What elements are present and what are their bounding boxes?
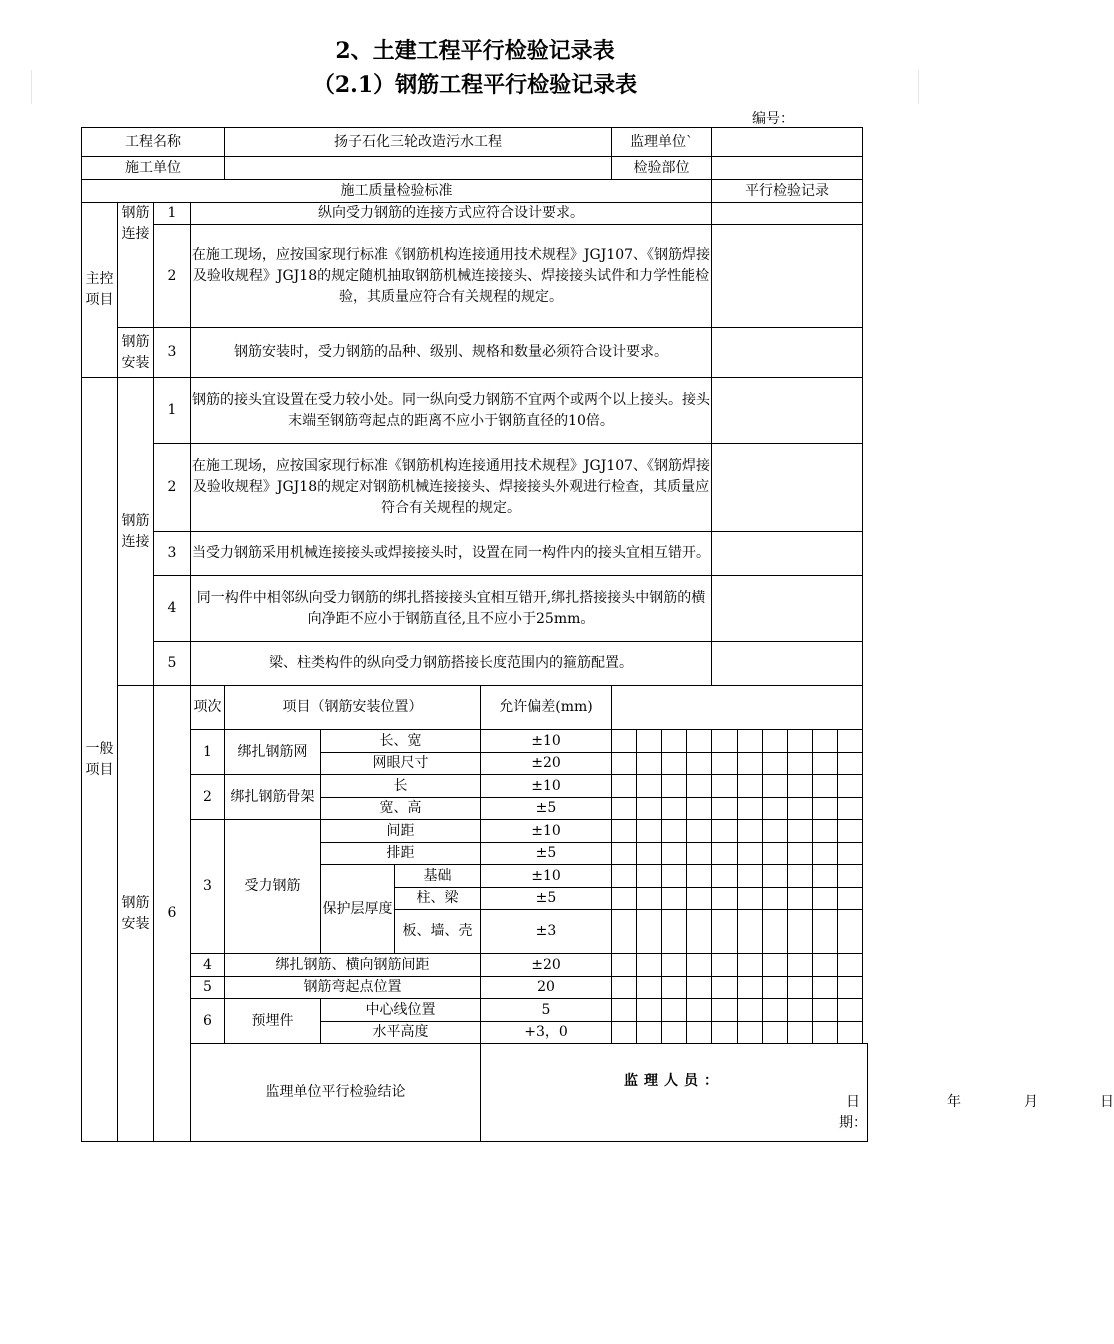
year-label: 年 [947, 1094, 961, 1110]
measure-cell[interactable] [637, 954, 662, 977]
tolerance-subitem: 宽、高 [321, 798, 481, 820]
measure-cell[interactable] [738, 843, 763, 865]
general-item-no: 3 [154, 532, 191, 576]
measure-cell[interactable] [612, 820, 637, 843]
measure-cell[interactable] [738, 977, 763, 999]
day-label: 日 [1100, 1094, 1114, 1110]
measure-cell[interactable] [813, 798, 838, 820]
measure-cell[interactable] [763, 753, 788, 775]
measure-cell[interactable] [738, 730, 763, 753]
measure-cell[interactable] [662, 910, 687, 954]
measure-cell[interactable] [662, 977, 687, 999]
tolerance-subitem: 长、宽 [321, 730, 481, 753]
measure-cell[interactable] [738, 775, 763, 798]
general-items-label: 一般项目 [82, 378, 118, 1142]
measure-cell[interactable] [763, 865, 788, 888]
measure-cell[interactable] [662, 888, 687, 910]
measure-cell[interactable] [637, 775, 662, 798]
measure-cell[interactable] [813, 977, 838, 999]
record-cell[interactable] [712, 225, 863, 328]
measure-cell[interactable] [838, 753, 863, 775]
main-connection-label: 钢筋连接 [118, 203, 154, 328]
record-cell[interactable] [712, 532, 863, 576]
date-label: 日期： [839, 1094, 867, 1131]
tolerance-group-name: 钢筋弯起点位置 [225, 977, 481, 999]
measure-cell[interactable] [738, 865, 763, 888]
tolerance-value: ±5 [481, 798, 612, 820]
measure-cell[interactable] [788, 775, 813, 798]
record-cell[interactable] [712, 203, 863, 225]
measure-cell[interactable] [788, 910, 813, 954]
general-install-label: 钢筋安装 [118, 686, 154, 1142]
measure-cell[interactable] [813, 775, 838, 798]
measure-cell[interactable] [637, 888, 662, 910]
measure-cell[interactable] [687, 865, 712, 888]
tolerance-group-name: 受力钢筋 [225, 820, 321, 954]
record-cell[interactable] [712, 576, 863, 642]
measure-cell[interactable] [838, 888, 863, 910]
supervisor-unit-label: 监理单位` [612, 128, 712, 157]
tolerance-subitem: 基础 [395, 865, 481, 888]
measure-cell[interactable] [712, 865, 738, 888]
measure-cell[interactable] [838, 910, 863, 954]
measure-cell[interactable] [838, 954, 863, 977]
document-subtitle: （2.1）钢筋工程平行检验记录表 [312, 72, 638, 98]
general-item-text: 钢筋的接头宜设置在受力较小处。同一纵向受力钢筋不宜两个或两个以上接头。接头末端至钢筋弯起点的距离不应小于钢筋直径的10倍。 [191, 378, 712, 444]
measure-cell[interactable] [612, 910, 637, 954]
measure-cell[interactable] [763, 775, 788, 798]
measure-cell[interactable] [813, 1022, 838, 1044]
project-name-label: 工程名称 [82, 128, 225, 157]
measure-cell[interactable] [838, 730, 863, 753]
measure-cell[interactable] [738, 753, 763, 775]
measure-cell[interactable] [813, 730, 838, 753]
record-cell[interactable] [712, 444, 863, 532]
measure-cell[interactable] [687, 730, 712, 753]
measure-cell[interactable] [612, 999, 637, 1022]
general-item-text: 梁、柱类构件的纵向受力钢筋搭接长度范围内的箍筋配置。 [191, 642, 712, 686]
measure-cell[interactable] [712, 910, 738, 954]
record-cell[interactable] [712, 328, 863, 378]
tolerance-group-name: 绑扎钢筋网 [225, 730, 321, 775]
tolerance-value: ±10 [481, 865, 612, 888]
measure-cell[interactable] [637, 820, 662, 843]
tolerance-subitem: 间距 [321, 820, 481, 843]
tolerance-subitem: 柱、梁 [395, 888, 481, 910]
measure-cell[interactable] [687, 775, 712, 798]
measure-cell[interactable] [738, 888, 763, 910]
measure-cell[interactable] [612, 798, 637, 820]
inspection-record-table [81, 127, 1114, 1142]
measure-cell[interactable] [788, 843, 813, 865]
main-item-no: 1 [154, 203, 191, 225]
constructor-unit-label: 施工单位 [82, 157, 225, 180]
measure-cell[interactable] [662, 753, 687, 775]
tolerance-group-name: 绑扎钢筋骨架 [225, 775, 321, 820]
measure-cell[interactable] [813, 999, 838, 1022]
measure-cell[interactable] [712, 888, 738, 910]
measure-cell[interactable] [687, 910, 712, 954]
measure-cell[interactable] [738, 910, 763, 954]
measure-cell[interactable] [838, 843, 863, 865]
measure-cell[interactable] [838, 820, 863, 843]
measure-cell[interactable] [788, 1022, 813, 1044]
measure-cell[interactable] [612, 775, 637, 798]
tolerance-subitem: 中心线位置 [321, 999, 481, 1022]
record-cell[interactable] [712, 378, 863, 444]
tolerance-value: ±3 [481, 910, 612, 954]
measure-cell[interactable] [838, 775, 863, 798]
date-line [481, 1092, 1114, 1131]
project-name-value: 扬子石化三轮改造污水工程 [225, 128, 612, 157]
tolerance-group-name: 预埋件 [225, 999, 321, 1044]
measure-cell[interactable] [813, 954, 838, 977]
tolerance-seq: 4 [191, 954, 225, 977]
measure-cell[interactable] [838, 798, 863, 820]
measure-cell[interactable] [788, 753, 813, 775]
measure-cell[interactable] [763, 730, 788, 753]
tolerance-value: ±10 [481, 820, 612, 843]
main-item-text: 钢筋安装时，受力钢筋的品种、级别、规格和数量必须符合设计要求。 [191, 328, 712, 378]
measure-cell[interactable] [813, 753, 838, 775]
tolerance-value: 5 [481, 999, 612, 1022]
measure-cell[interactable] [687, 977, 712, 999]
measure-cell[interactable] [687, 888, 712, 910]
measure-cell[interactable] [612, 843, 637, 865]
measure-cell[interactable] [637, 798, 662, 820]
quality-standard-header: 施工质量检验标准 [82, 180, 712, 203]
measure-cell[interactable] [712, 753, 738, 775]
general-item-no: 5 [154, 642, 191, 686]
tolerance-seq: 6 [191, 999, 225, 1044]
measure-cell[interactable] [612, 753, 637, 775]
measure-cell[interactable] [763, 798, 788, 820]
measure-cell[interactable] [712, 843, 738, 865]
measure-cell[interactable] [687, 820, 712, 843]
general-item-text: 同一构件中相邻纵向受力钢筋的绑扎搭接接头宜相互错开,绑扎搭接接头中钢筋的横向净距不应小于钢筋直径,且不应小于25mm。 [191, 576, 712, 642]
measure-cell[interactable] [763, 977, 788, 999]
measure-cell[interactable] [738, 999, 763, 1022]
measure-cell[interactable] [838, 865, 863, 888]
measure-cell[interactable] [788, 820, 813, 843]
measure-cell[interactable] [712, 820, 738, 843]
measure-cell[interactable] [612, 865, 637, 888]
tolerance-value: ±5 [481, 888, 612, 910]
measure-cell[interactable] [662, 820, 687, 843]
measure-cell[interactable] [763, 954, 788, 977]
tolerance-subitem: 排距 [321, 843, 481, 865]
tolerance-value: ±10 [481, 775, 612, 798]
inspection-position-label: 检验部位 [612, 157, 712, 180]
measure-cell[interactable] [788, 888, 813, 910]
general-connection-label: 钢筋连接 [118, 378, 154, 686]
general-item-no: 1 [154, 378, 191, 444]
measure-cell[interactable] [738, 1022, 763, 1044]
tolerance-seq: 1 [191, 730, 225, 775]
measure-cell[interactable] [612, 730, 637, 753]
measure-cell[interactable] [738, 820, 763, 843]
measure-cell[interactable] [813, 820, 838, 843]
cover-thickness-label: 保护层厚度 [321, 865, 395, 954]
measure-cell[interactable] [687, 843, 712, 865]
measure-cell[interactable] [662, 775, 687, 798]
main-control-label: 主控项目 [82, 203, 118, 378]
measure-cell[interactable] [813, 910, 838, 954]
measure-cell[interactable] [637, 910, 662, 954]
tolerance-seq-header: 项次 [191, 686, 225, 730]
document-title: 2、土建工程平行检验记录表 [335, 38, 615, 64]
tolerance-seq: 3 [191, 820, 225, 954]
measure-cell[interactable] [612, 977, 637, 999]
measure-cell[interactable] [712, 1022, 738, 1044]
main-install-label: 钢筋安装 [118, 328, 154, 378]
tolerance-seq: 2 [191, 775, 225, 820]
supervisor-unit-value[interactable] [712, 128, 863, 157]
tolerance-group-name: 绑扎钢筋、横向钢筋间距 [225, 954, 481, 977]
tolerance-value: ±20 [481, 753, 612, 775]
tolerance-value: +3，0 [481, 1022, 612, 1044]
general-item-no: 4 [154, 576, 191, 642]
measure-cell[interactable] [687, 999, 712, 1022]
general-item-no: 6 [154, 686, 191, 1142]
measure-cell[interactable] [637, 730, 662, 753]
conclusion-area[interactable] [481, 1044, 1114, 1142]
constructor-unit-value[interactable] [225, 157, 612, 180]
measure-cell[interactable] [763, 999, 788, 1022]
measure-cell[interactable] [687, 954, 712, 977]
parallel-record-header: 平行检验记录 [712, 180, 863, 203]
tolerance-value: ±20 [481, 954, 612, 977]
month-label: 月 [1024, 1094, 1038, 1110]
general-item-text: 当受力钢筋采用机械连接接头或焊接接头时，设置在同一构件内的接头宜相互错开。 [191, 532, 712, 576]
tolerance-subitem: 网眼尺寸 [321, 753, 481, 775]
measure-cell[interactable] [788, 865, 813, 888]
conclusion-label: 监理单位平行检验结论 [191, 1044, 481, 1142]
measure-cell[interactable] [612, 954, 637, 977]
measure-cell[interactable] [788, 977, 813, 999]
measure-cell[interactable] [763, 1022, 788, 1044]
general-item-no: 2 [154, 444, 191, 532]
measure-cell[interactable] [612, 1022, 637, 1044]
measure-cell[interactable] [838, 999, 863, 1022]
measure-cell[interactable] [637, 865, 662, 888]
measure-cell[interactable] [738, 954, 763, 977]
measure-cell[interactable] [662, 730, 687, 753]
main-item-text: 纵向受力钢筋的连接方式应符合设计要求。 [191, 203, 712, 225]
supervisor-signature-label: 监理人员： [624, 1073, 724, 1089]
measure-cell[interactable] [637, 843, 662, 865]
measure-cell[interactable] [712, 999, 738, 1022]
measure-cell[interactable] [662, 954, 687, 977]
measure-cell[interactable] [813, 865, 838, 888]
tolerance-value: ±10 [481, 730, 612, 753]
measure-cell[interactable] [637, 977, 662, 999]
tolerance-value: ±5 [481, 843, 612, 865]
measure-cell[interactable] [763, 843, 788, 865]
tolerance-value: 20 [481, 977, 612, 999]
measure-cell[interactable] [763, 820, 788, 843]
main-item-text: 在施工现场，应按国家现行标准《钢筋机构连接通用技术规程》JGJ107、《钢筋焊接及验收规程》JGJ18的规定随机抽取钢筋机械连接接头、焊接接头试件和力学性能检验，其质量应符合有关规程的规定。 [191, 225, 712, 328]
measure-cell[interactable] [687, 1022, 712, 1044]
measure-cell[interactable] [662, 843, 687, 865]
record-cell[interactable] [712, 642, 863, 686]
measure-cell[interactable] [813, 843, 838, 865]
page-edge-mark-right [918, 70, 919, 104]
measure-cell[interactable] [612, 888, 637, 910]
measure-cell[interactable] [662, 798, 687, 820]
general-item-text: 在施工现场，应按国家现行标准《钢筋机构连接通用技术规程》JGJ107、《钢筋焊接及验收规程》JGJ18的规定对钢筋机械连接接头、焊接接头外观进行检查，其质量应符合有关规程的规定。 [191, 444, 712, 532]
tolerance-subitem: 板、墙、壳 [395, 910, 481, 954]
measure-cell[interactable] [788, 798, 813, 820]
measure-cell[interactable] [813, 888, 838, 910]
measure-cell[interactable] [637, 1022, 662, 1044]
measure-cell[interactable] [712, 798, 738, 820]
measure-cell[interactable] [788, 954, 813, 977]
measure-cell[interactable] [637, 753, 662, 775]
main-item-no: 2 [154, 225, 191, 328]
main-item-no: 3 [154, 328, 191, 378]
measure-cell[interactable] [838, 1022, 863, 1044]
measure-cell[interactable] [662, 1022, 687, 1044]
measure-cell[interactable] [788, 999, 813, 1022]
measure-cell[interactable] [838, 977, 863, 999]
measure-cell[interactable] [788, 730, 813, 753]
measure-cell[interactable] [738, 798, 763, 820]
measure-cell[interactable] [687, 753, 712, 775]
measure-cell[interactable] [712, 730, 738, 753]
inspection-position-value[interactable] [712, 157, 863, 180]
measure-cell[interactable] [763, 888, 788, 910]
measure-cell[interactable] [637, 999, 662, 1022]
measure-cell[interactable] [712, 775, 738, 798]
tolerance-item-header: 项目（钢筋安装位置） [225, 686, 481, 730]
measure-cell[interactable] [712, 977, 738, 999]
measure-cell[interactable] [763, 910, 788, 954]
measure-cell[interactable] [712, 954, 738, 977]
tolerance-seq: 5 [191, 977, 225, 999]
record-cell[interactable] [612, 686, 863, 730]
tolerance-subitem: 长 [321, 775, 481, 798]
measure-cell[interactable] [662, 865, 687, 888]
page-edge-mark-left [31, 70, 32, 104]
tolerance-deviation-header: 允许偏差(mm) [481, 686, 612, 730]
tolerance-subitem: 水平高度 [321, 1022, 481, 1044]
measure-cell[interactable] [662, 999, 687, 1022]
serial-number-label: 编号： [752, 111, 794, 127]
measure-cell[interactable] [687, 798, 712, 820]
